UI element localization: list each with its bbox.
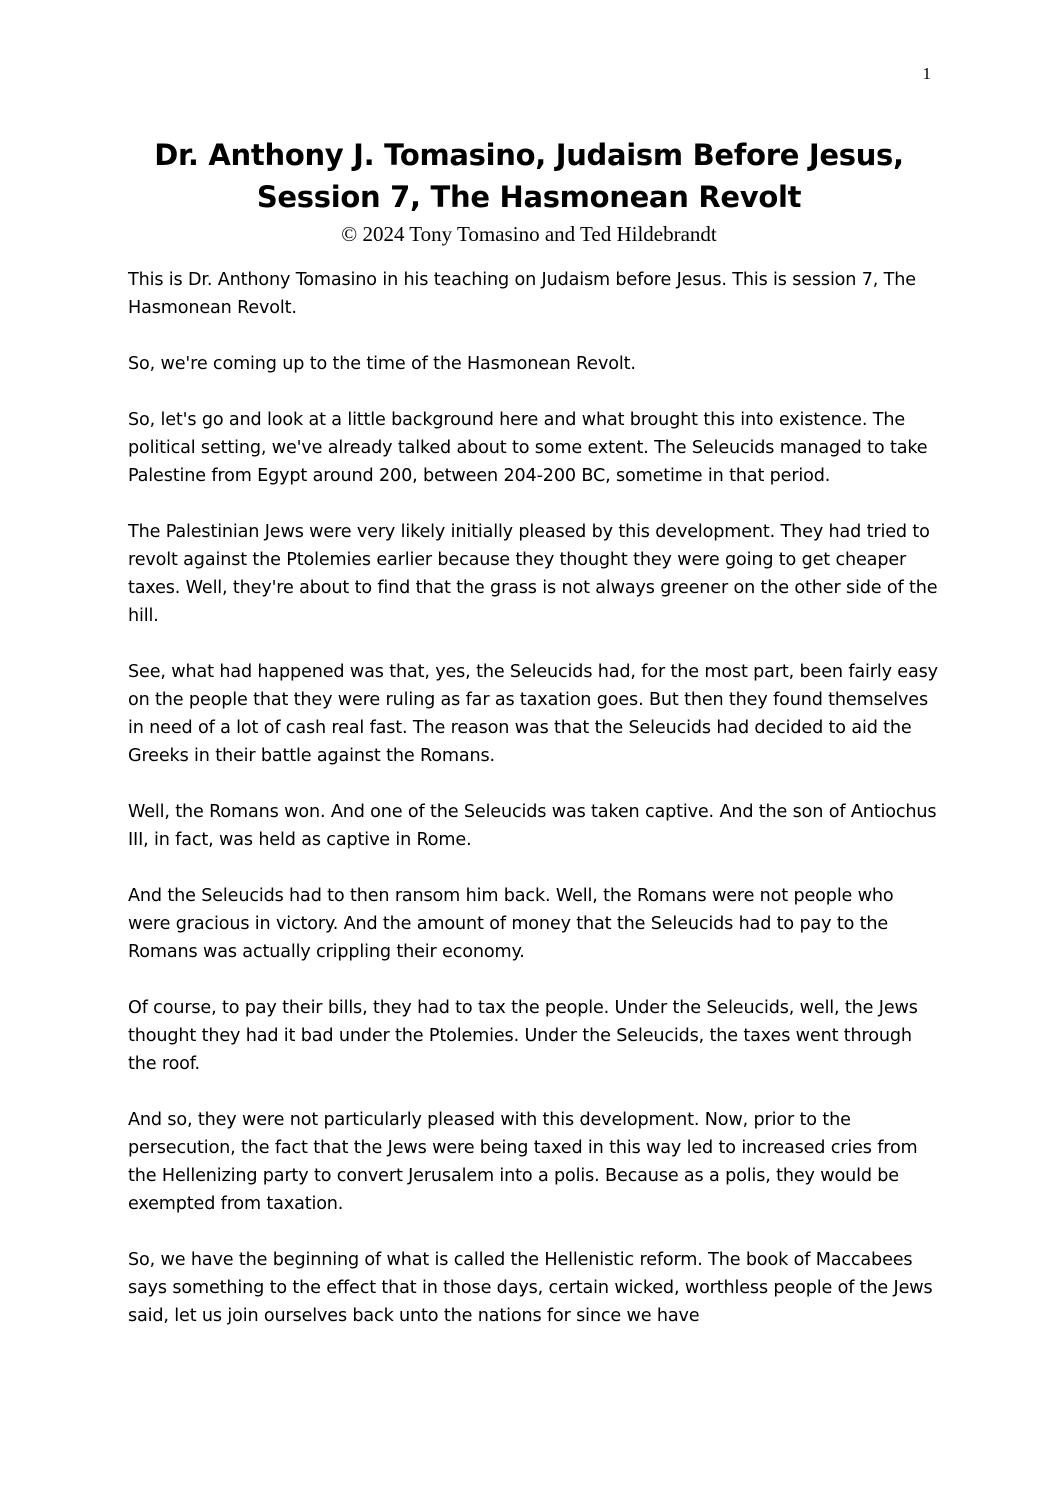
paragraph: And the Seleucids had to then ransom him back. Well, the Romans were not people who were gracious in victory. And the amount of money that the Seleucids had to pay to the Romans was actually crippling their economy. [128, 886, 894, 962]
paragraph: Of course, to pay their bills, they had to tax the people. Under the Seleucids, well, the Jews thought they had it bad under the Ptolemies. Under the Seleucids, the taxes went through the roof. [128, 998, 918, 1074]
title-line-2: Session 7, The Hasmonean Revolt [256, 180, 802, 214]
document-body [128, 266, 940, 1358]
document-title [100, 134, 958, 218]
paragraph: Well, the Romans won. And one of the Seleucids was taken captive. And the son of Antiochus III, in fact, was held as captive in Rome. [128, 802, 937, 850]
paragraph: The Palestinian Jews were very likely initially pleased by this development. They had tried to revolt against the Ptolemies earlier because they thought they were going to get cheaper taxes. Well, they're about to find that the grass is not always greener on the other side of the hill. [128, 522, 938, 626]
title-line-1: Dr. Anthony J. Tomasino, Judaism Before Jesus, [154, 138, 904, 172]
page-number: 1 [922, 64, 931, 83]
copyright-notice: © 2024 Tony Tomasino and Ted Hildebrandt [341, 222, 717, 246]
paragraph: And so, they were not particularly pleased with this development. Now, prior to the persecution, the fact that the Jews were being taxed in this way led to increased cries from the Hellenizing party to convert Jerusalem into a polis. Because as a polis, they would be exempted from taxation. [128, 1110, 918, 1214]
paragraph: So, we're coming up to the time of the Hasmonean Revolt. [128, 354, 636, 374]
paragraph: See, what had happened was that, yes, the Seleucids had, for the most part, been fairly easy on the people that they were ruling as far as taxation goes. But then they found themselves in need of a lot of cash real fast. The reason was that the Seleucids had decided to aid the Greeks in their battle against the Romans. [128, 662, 938, 766]
paragraph: So, we have the beginning of what is called the Hellenistic reform. The book of Maccabees says something to the effect that in those days, certain wicked, worthless people of the Jews said, let us join ourselves back unto the nations for since we have [128, 1250, 933, 1326]
paragraph: This is Dr. Anthony Tomasino in his teaching on Judaism before Jesus. This is session 7, The Hasmonean Revolt. [128, 270, 916, 318]
paragraph: So, let's go and look at a little background here and what brought this into existence. The political setting, we've already talked about to some extent. The Seleucids managed to take Palestine from Egypt around 200, between 204-200 BC, sometime in that period. [128, 410, 928, 486]
